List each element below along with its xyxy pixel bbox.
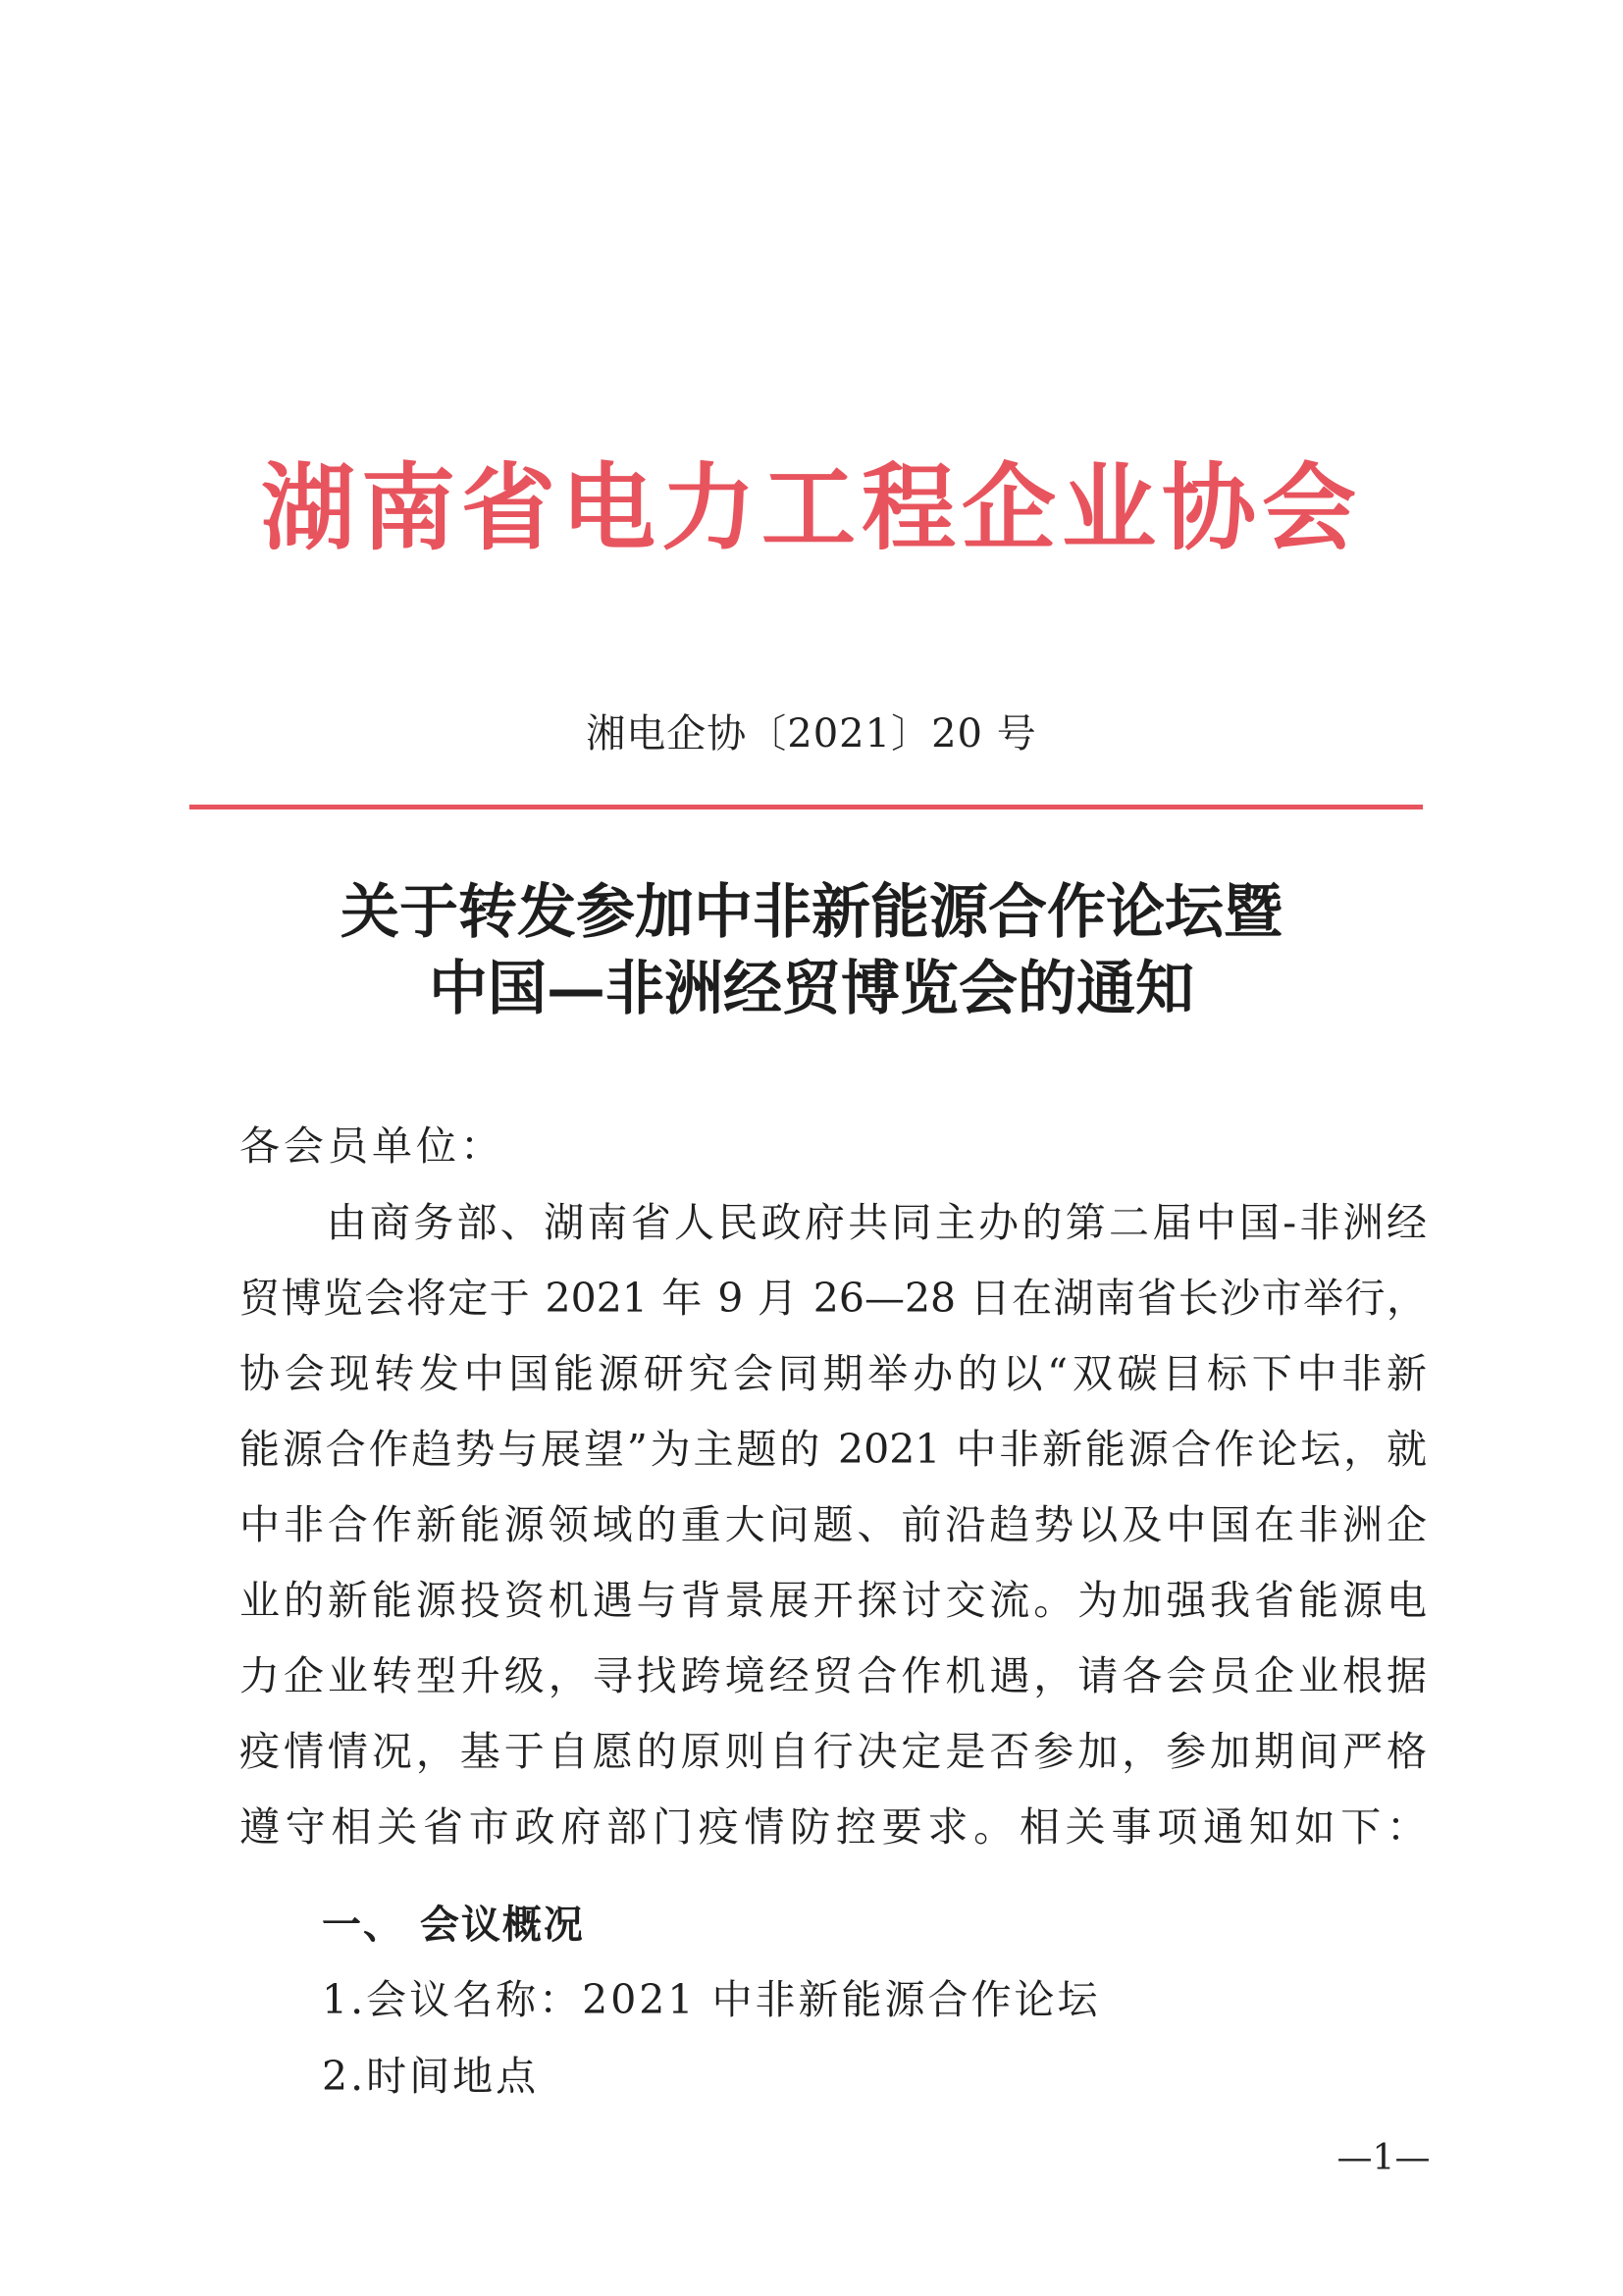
paragraph-line: 中非合作新能源领域的重大问题、前沿趋势以及中国在非洲企 (239, 1501, 1427, 1548)
section-heading-meeting-overview: 一、 会议概况 (322, 1903, 585, 1948)
organization-header: 湖南省电力工程企业协会 (261, 452, 1362, 563)
paragraph-line: 由商务部、湖南省人民政府共同主办的第二届中国-非洲经 (239, 1199, 1427, 1246)
paragraph-line: 能源合作趋势与展望”为主题的 2021 中非新能源合作论坛，就 (239, 1426, 1427, 1473)
salutation: 各会员单位： (239, 1122, 504, 1170)
paragraph-line: 协会现转发中国能源研究会同期举办的以“双碳目标下中非新 (239, 1350, 1427, 1397)
notice-title-line-1: 关于转发参加中非新能源合作论坛暨 (340, 878, 1283, 947)
item-time-location: 2.时间地点 (322, 2053, 540, 2100)
page-number: —1— (1336, 2138, 1431, 2178)
paragraph-line: 力企业转型升级，寻找跨境经贸合作机遇，请各会员企业根据 (239, 1652, 1427, 1699)
document-number: 湘电企协〔2021〕20 号 (586, 711, 1037, 757)
paragraph-line: 遵守相关省市政府部门疫情防控要求。相关事项通知如下： (239, 1803, 1427, 1851)
paragraph-line: 业的新能源投资机遇与背景展开探讨交流。为加强我省能源电 (239, 1577, 1427, 1624)
red-divider-rule (189, 805, 1423, 809)
paragraph-line: 贸博览会将定于 2021 年 9 月 26—28 日在湖南省长沙市举行， (239, 1275, 1427, 1322)
paragraph-line: 疫情情况，基于自愿的原则自行决定是否参加，参加期间严格 (239, 1728, 1427, 1775)
notice-title-line-2: 中国—非洲经贸博览会的通知 (429, 955, 1194, 1023)
item-meeting-name: 1.会议名称：2021 中非新能源合作论坛 (322, 1976, 1101, 2023)
